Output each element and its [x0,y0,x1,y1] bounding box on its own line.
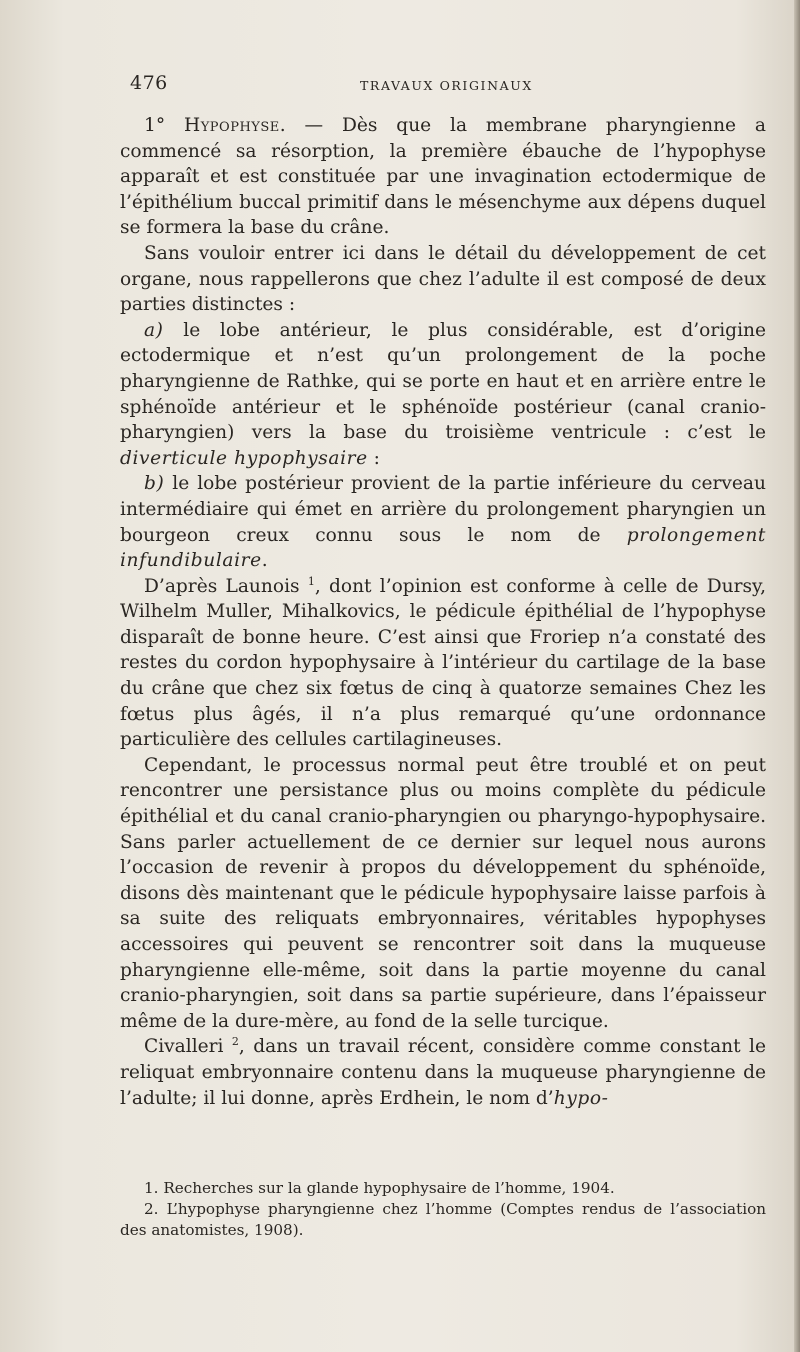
emphasized-term: prolongement infundibulaire [120,524,766,572]
paragraph-development [120,241,766,318]
footnote-ref-2: 2 [231,1035,239,1049]
paragraph-civalleri [120,1034,766,1111]
running-head: TRAVAUX ORIGINAUX [360,78,533,93]
paragraph-text: le lobe antérieur, le plus considérable, est d’origine ectodermique et n’est qu’un prolongement de la poche pharyngienne de Rathke, qui se porte en haut et en arrière entre le sphénoïde antérieur et le sphénoïde postérieur (canal cranio-pharyngien) vers la base du troisième ventricule : c’est le [120,319,766,444]
paragraph-hypophyse [120,113,766,241]
paragraph-anterior-lobe [120,318,766,472]
paragraph-posterior-lobe [120,471,766,573]
paragraph-text-end: : [367,447,380,469]
footnote-2: 2. L’hypophyse pharyngienne chez l’homme (Comptes rendus de l’association des anatomistes, 1908). [120,1200,766,1239]
emphasized-term: hypo- [553,1087,609,1109]
paragraph-text: Civalleri [144,1036,224,1058]
paragraph-text: . — Dès que la membrane pharyngienne a commencé sa résorption, la première ébauche de l’hypophyse apparaît et est constituée par une invagination ectodermique de l’épithélium buccal primitif dans le mésenchyme aux dépens duquel se formera la base du crâne. [120,115,766,239]
footnotes [120,1178,766,1241]
paragraph-text: Cependant, le processus normal peut être troublé et on peut rencontrer une persistance plus ou moins complète du pédicule épithélial et du canal cranio-pharyngien ou pharyngo-hypophysaire. Sans parler actuellement de ce dernier sur lequel nous aurons l’occasion de revenir à propos du développement du sphénoïde, disons dès maintenant que le pédicule hypophysaire laisse parfois à sa suite des reliquats embryonnaires, véritables hypophyses accessoires qui peuvent se rencontrer soit dans la muqueuse pharyngienne elle-même, soit dans la partie moyenne du canal cranio-pharyngien, soit dans sa partie supérieure, dans l’épaisseur même de la dure-mère, au fond de la selle turcique. [120,754,766,1032]
paragraph-launois [120,574,766,753]
body-text [120,113,766,1111]
list-label: b) [144,473,165,495]
footnote-1: 1. Recherches sur la glande hypophysaire de l’homme, 1904. [144,1179,615,1197]
paragraph-text-continued: , dont l’opinion est conforme à celle de Dursy, Wilhelm Muller, Mihalkovics, le pédicule épithélial de l’hypophyse disparaît de bonne heure. C’est ainsi que Froriep n’a constaté des restes du cordon hypophysaire à l’intérieur du cartilage de la base du crâne que chez six fœtus de cinq à quatorze semaines Chez les fœtus plus âgés, il n’a plus remarqué qu’une ordonnance particulière des cellules cartilagineuses. [120,575,766,751]
page-edge-shadow [794,0,800,1352]
footnote-ref-1: 1 [307,574,315,588]
emphasized-term: diverticule hypophysaire [120,447,368,469]
paragraph-text: D’après Launois [144,575,300,597]
paragraph-text-end: . [261,550,268,572]
page-header [130,72,765,102]
paragraph-text: Sans vouloir entrer ici dans le détail du développement de cet organe, nous rappellerons que chez l’adulte il est composé de deux parties distinctes : [120,242,766,316]
paragraph-text: le lobe postérieur provient de la partie inférieure du cerveau intermédiaire qui émet en arrière du prolongement pharyngien un bourgeon creux connu sous le nom de [120,473,766,546]
section-number: 1° [144,115,166,136]
section-title: Hypophyse [184,115,280,136]
paragraph-text-continued: , dans un travail récent, considère comme constant le reliquat embryonnaire contenu dans la muqueuse pharyngienne de l’adulte; il lui donne, après Erdhein, le nom d’ [120,1036,766,1109]
page-number: 476 [130,72,168,94]
list-label: a) [144,319,164,341]
paragraph-persistence [120,753,766,1035]
